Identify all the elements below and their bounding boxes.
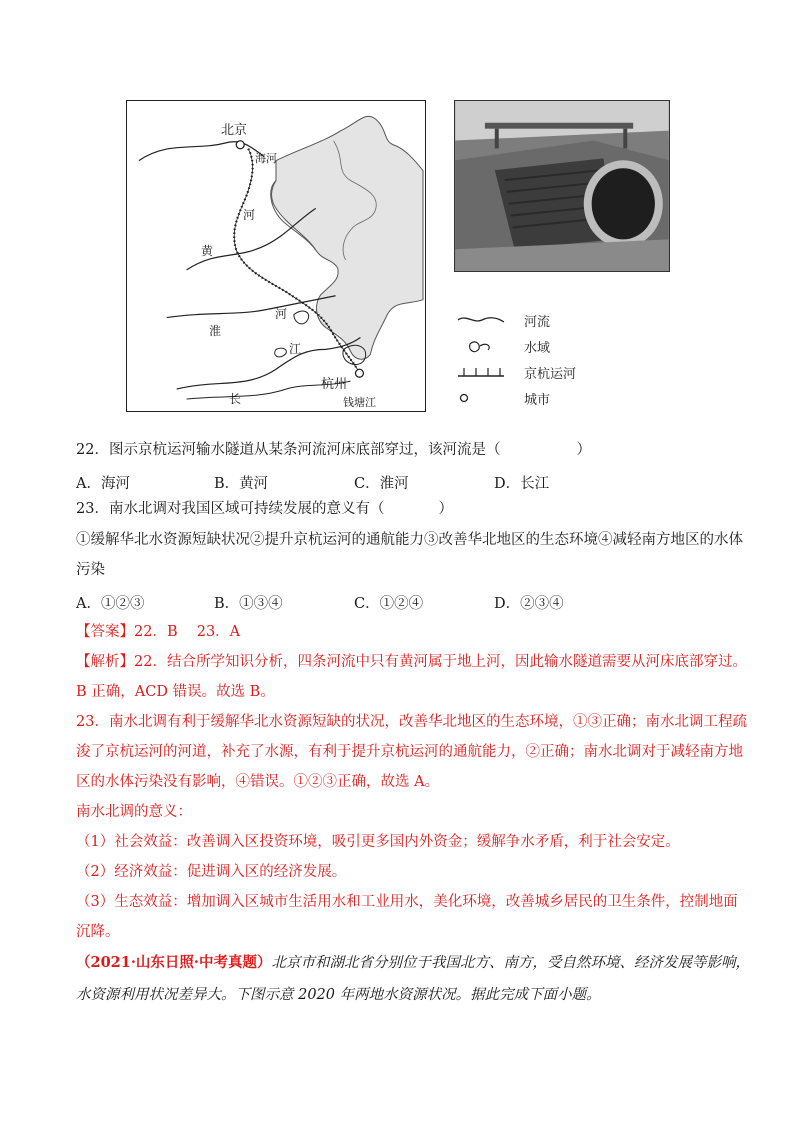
question-23-stem (76, 499, 453, 519)
significance-ecological-line2: 沉降。 (76, 924, 120, 940)
map-label-he-2: 河 (275, 307, 288, 321)
beijing-city-icon (236, 141, 244, 149)
tunnel-photo-image (455, 101, 669, 271)
question-22-text: 22．图示京杭运河输水隧道从某条河流河床底部穿过，该河流是（ (76, 442, 501, 458)
analysis-p2-line1: 23．南水北调有利于缓解华北水资源短缺的状况，改善华北地区的生态环境，①③正确；南水北调工程疏 (76, 714, 747, 730)
significance-social: （1）社会效益：改善调入区投资环境，吸引更多国内外资金；缓解争水矛盾，利于社会安定。 (76, 834, 680, 850)
question-23-option-a: A．①②③ (76, 596, 145, 612)
legend-item (456, 336, 550, 356)
analysis-p2-line2: 浚了京杭运河的河道，补充了水源，有利于提升京杭运河的通航能力，②正确；南水北调对于减轻南方地 (76, 744, 743, 760)
legend-item (456, 362, 576, 382)
answer-tag: 【答案】 (76, 624, 134, 640)
legend-item (456, 388, 550, 408)
analysis-p2-line3: 区的水体污染没有影响，④错误。①②③正确，故选 A。 (76, 774, 440, 790)
water-area-symbol-icon (456, 336, 506, 356)
map-label-hangzhou: 杭州 (321, 377, 348, 392)
question-23-close: ） (438, 501, 453, 517)
canal-map (126, 100, 426, 412)
significance-ecological-line1: （3）生态效益：增加调入区城市生活用水和工业用水，美化环境，改善城乡居民的卫生条件，控制地面 (76, 894, 738, 910)
question-22-close: ） (576, 442, 591, 458)
significance-title: 南水北调的意义： (76, 804, 192, 820)
question-23-items-line2: 污染 (76, 562, 105, 578)
question-22-stem (76, 440, 591, 460)
answer-text: 22．B 23．A (134, 624, 241, 640)
question-22-option-d: D．长江 (494, 476, 550, 492)
river-symbol-icon (456, 310, 506, 330)
legend-label: 河流 (524, 314, 551, 330)
legend-label: 城市 (524, 392, 551, 408)
next-intro-line2: 水资源利用状况差异大。下图示意 2020 年两地水资源状况。据此完成下面小题。 (76, 987, 601, 1003)
analysis-p1-line2: B 正确，ACD 错误。故选 B。 (76, 684, 275, 700)
question-22-option-c: C．淮河 (354, 476, 409, 492)
question-23-option-c: C．①②④ (354, 596, 424, 612)
legend-label: 京杭运河 (524, 366, 577, 382)
legend-label: 水域 (524, 340, 551, 356)
map-label-he-1: 河 (243, 208, 256, 222)
question-23-items-line1: ①缓解华北水资源短缺状况②提升京杭运河的通航能力③改善华北地区的生态环境④减轻南方地区的水体 (76, 532, 743, 548)
map-label-beijing: 北京 (221, 123, 248, 138)
analysis-tag: 【解析】 (76, 654, 134, 670)
analysis-p1-line1: 22．结合所学知识分析，四条河流中只有黄河属于地上河，因此输水隧道需要从河床底部穿过。 (134, 654, 747, 670)
question-22-option-b: B．黄河 (214, 476, 269, 492)
next-intro-line1 (76, 953, 750, 973)
question-23-option-d: D．②③④ (494, 596, 564, 612)
analysis-line-1 (76, 652, 747, 672)
map-label-huang: 黄 (201, 244, 214, 258)
significance-economic: （2）经济效益：促进调入区的经济发展。 (76, 864, 347, 880)
question-22-option-a: A．海河 (76, 476, 130, 492)
answer-line (76, 622, 240, 642)
map-label-chang: 长 (229, 392, 242, 406)
hangzhou-city-icon (355, 369, 363, 377)
legend-item (456, 310, 550, 330)
next-intro-text1: 北京市和湖北省分别位于我国北方、南方，受自然环境、经济发展等影响， (271, 955, 750, 971)
tunnel-photo (454, 100, 670, 272)
map-label-huai: 淮 (209, 324, 222, 338)
question-23-text: 23．南水北调对我国区域可持续发展的意义有（ (76, 501, 385, 517)
map-label-jiang: 江 (289, 342, 302, 356)
map-label-qiantangjiang: 钱塘江 (343, 396, 376, 409)
question-23-option-b: B．①③④ (214, 596, 283, 612)
map-label-haihe: 海河 (255, 152, 277, 165)
canal-symbol-icon (456, 362, 506, 382)
question-source: （2021·山东日照·中考真题） (76, 954, 272, 971)
canal-map-drawing (127, 101, 425, 411)
city-symbol-icon (456, 388, 506, 408)
